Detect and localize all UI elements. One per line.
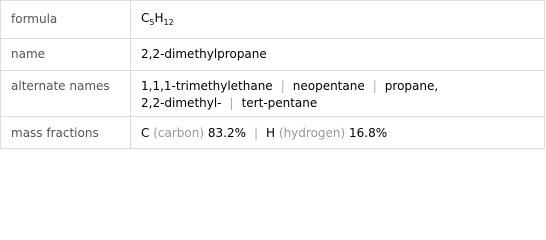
hydrogen-percent: 16.8% — [349, 126, 388, 140]
table-row-alternate-names — [1, 70, 544, 116]
alt-name-3b: 2,2-dimethyl- — [141, 96, 222, 110]
table-row-formula — [1, 1, 544, 38]
alt-name-3a: propane, — [384, 79, 439, 93]
alt-name-2: neopentane — [292, 79, 365, 93]
alternate-names-line-2 — [141, 96, 317, 110]
row-label-alternate-names: alternate names — [11, 79, 110, 93]
alt-name-1: 1,1,1-trimethylethane — [141, 79, 273, 93]
alt-name-separator: | — [229, 96, 234, 110]
alt-name-4: tert-pentane — [241, 96, 318, 110]
formula-hydrogen-count: 12 — [163, 18, 174, 27]
alt-name-separator: | — [280, 79, 285, 93]
formula-value — [141, 11, 174, 25]
row-label-mass-fractions: mass fractions — [11, 126, 99, 140]
carbon-element-name: (carbon) — [153, 126, 205, 140]
row-label-formula: formula — [11, 12, 58, 26]
alternate-names-line-1 — [141, 79, 438, 93]
fraction-separator: | — [253, 126, 259, 140]
formula-carbon-count: 5 — [149, 18, 155, 27]
formula-carbon: C — [141, 11, 150, 25]
name-value: 2,2-dimethylpropane — [141, 47, 267, 61]
formula-hydrogen: H — [154, 11, 164, 25]
carbon-symbol: C — [141, 126, 150, 140]
mass-fractions-value — [141, 126, 387, 140]
table-row-name — [1, 38, 544, 70]
carbon-percent: 83.2% — [207, 126, 246, 140]
hydrogen-symbol: H — [266, 126, 276, 140]
hydrogen-element-name: (hydrogen) — [278, 126, 346, 140]
table-row-mass-fractions — [1, 116, 544, 150]
alt-name-separator: | — [372, 79, 377, 93]
row-label-name: name — [11, 47, 46, 61]
